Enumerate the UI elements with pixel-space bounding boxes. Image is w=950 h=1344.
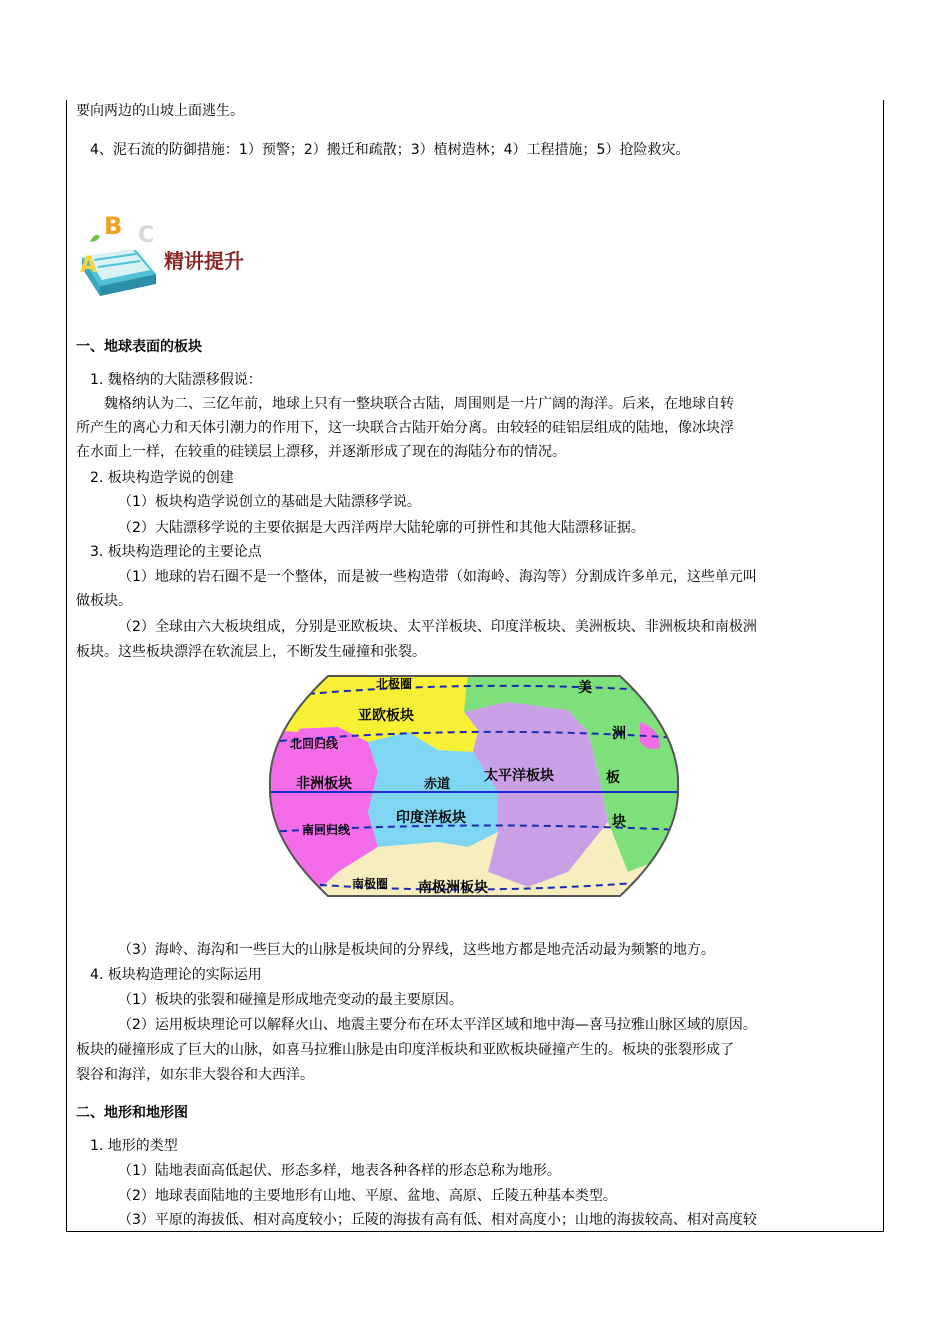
- label-america-4: 块: [612, 814, 626, 830]
- plate-map: [268, 672, 680, 900]
- text-line: （1）板块的张裂和碰撞是形成地壳变动的最主要原因。: [118, 992, 463, 1008]
- text-line: 裂谷和海洋，如东非大裂谷和大西洋。: [76, 1067, 314, 1083]
- label-america-3: 板: [606, 770, 620, 786]
- label-indian: 印度洋板块: [396, 810, 466, 826]
- text-line: （2）全球由六大板块组成，分别是亚欧板块、太平洋板块、印度洋板块、美洲板块、非洲板块和南极洲: [118, 619, 757, 635]
- text-line: （3）海岭、海沟和一些巨大的山脉是板块间的分界线，这些地方都是地壳活动最为频繁的地方。: [118, 942, 715, 958]
- text-line: （1）地球的岩石圈不是一个整体，而是被一些构造带（如海岭、海沟等）分割成许多单元，这些单元叫: [118, 569, 757, 585]
- badge-letter-c: C: [138, 223, 155, 248]
- text-line: （2）地球表面陆地的主要地形有山地、平原、盆地、高原、丘陵五种基本类型。: [118, 1188, 617, 1204]
- label-eurasia: 亚欧板块: [358, 708, 414, 724]
- label-antarctic: 南极洲板块: [418, 880, 488, 896]
- text-line: 1. 魏格纳的大陆漂移假说：: [90, 372, 262, 388]
- label-tropic-north: 北回归线: [290, 737, 339, 751]
- text-line: 板块的碰撞形成了巨大的山脉，如喜马拉雅山脉是由印度洋板块和亚欧板块碰撞产生的。板块的张裂形成了: [76, 1042, 734, 1058]
- text-line: 板块。这些板块漂浮在软流层上，不断发生碰撞和张裂。: [76, 644, 426, 660]
- text-line: 做板块。: [76, 593, 132, 609]
- text-line: 要向两边的山坡上面逃生。: [76, 103, 244, 119]
- label-tropic-south: 南回归线: [302, 823, 351, 837]
- badge-title: 精讲提升: [164, 249, 244, 273]
- section-badge: [76, 212, 266, 298]
- label-america-2: 洲: [612, 726, 626, 742]
- text-line: 4、泥石流的防御措施：1）预警；2）搬迁和疏散；3）植树造林；4）工程措施；5）抢险救灾。: [90, 142, 690, 158]
- label-pacific: 太平洋板块: [484, 768, 554, 784]
- text-line: 3. 板块构造理论的主要论点: [90, 544, 262, 560]
- text-line: 魏格纳认为二、三亿年前，地球上只有一整块联合古陆，周围则是一片广阔的海洋。后来，在地球自转: [104, 396, 734, 412]
- text-line: 4. 板块构造理论的实际运用: [90, 967, 262, 983]
- text-line: （1）陆地表面高低起伏、形态多样，地表各种各样的形态总称为地形。: [118, 1163, 561, 1179]
- label-equator: 赤道: [424, 777, 451, 792]
- text-line: 2. 板块构造学说的创建: [90, 470, 234, 486]
- text-line: 所产生的离心力和天体引潮力的作用下，这一块联合古陆开始分离。由较轻的硅铝层组成的陆地，像冰块浮: [76, 420, 734, 436]
- text-line: （2）大陆漂移学说的主要依据是大西洋两岸大陆轮廓的可拼性和其他大陆漂移证据。: [118, 520, 645, 536]
- text-line: 1. 地形的类型: [90, 1138, 178, 1154]
- badge-letter-b: B: [104, 212, 123, 240]
- label-america-1: 美: [578, 680, 592, 696]
- text-line: （1）板块构造学说创立的基础是大陆漂移学说。: [118, 494, 421, 510]
- section-heading-2: 二、地形和地形图: [76, 1105, 188, 1121]
- label-africa: 非洲板块: [296, 776, 352, 792]
- text-line: （2）运用板块理论可以解释火山、地震主要分布在环太平洋区域和地中海—喜马拉雅山脉区域的原因。: [118, 1017, 757, 1033]
- section-heading-1: 一、地球表面的板块: [76, 339, 202, 355]
- label-north-circle: 北极圈: [376, 677, 413, 691]
- badge-letter-a: A: [80, 253, 98, 278]
- text-line: 在水面上一样，在较重的硅镁层上漂移，并逐渐形成了现在的海陆分布的情况。: [76, 444, 566, 460]
- label-south-circle: 南极圈: [352, 877, 389, 891]
- text-line: （3）平原的海拔低、相对高度较小；丘陵的海拔有高有低、相对高度小；山地的海拔较高、相对高度较: [118, 1212, 757, 1228]
